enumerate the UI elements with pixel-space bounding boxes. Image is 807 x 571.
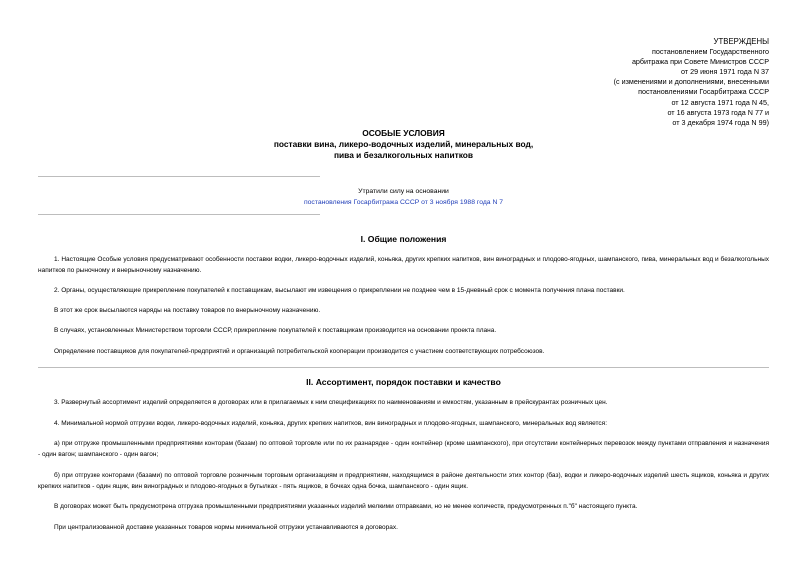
approval-line: (с изменениями и дополнениями, внесенными — [613, 77, 769, 87]
approval-line: арбитража при Совете Министров СССР — [631, 57, 769, 67]
section-title-assortment: II. Ассортимент, порядок поставки и качество — [306, 377, 501, 387]
approval-line: постановлениями Госарбитража СССР — [638, 87, 769, 97]
paragraph: б) при отгрузке конторами (базами) по оптовой торговле розничным торговым организациям и предприятиям, находящимся в районе деятельности этих контор (баз), водки и ликеро-водочных изделий шесть ящиков, коньяка и других крепких напитков - один ящик, вин виноградных и плодово-ягодных в бутылках - пять ящиков, в бочках одна бочка, шампанского - один ящик. — [38, 472, 769, 490]
paragraph: 4. Минимальной нормой отгрузки водки, ликеро-водочных изделий, коньяка, других крепких напитков, вин виноградных и плодово-ягодных, шампанского, минеральных вод является: — [54, 420, 608, 427]
section-divider — [38, 367, 769, 368]
approval-line: от 3 декабря 1974 года N 99) — [672, 117, 769, 127]
paragraph: При централизованной доставке указанных товаров нормы минимальной отгрузки устанавливаются в договорах. — [54, 524, 398, 531]
divider-bottom — [38, 214, 320, 215]
paragraph: В договорах может быть предусмотрена отгрузка промышленными предприятиями указанных изделий мелкими отправками, но не менее количеств, предусмотренных п."б" настоящего пункта. — [54, 503, 638, 510]
approval-line: от 12 августа 1971 года N 45, — [671, 97, 769, 107]
title-line-2: поставки вина, ликеро-водочных изделий, минеральных вод, — [273, 139, 534, 149]
paragraph: Определение поставщиков для покупателей-предприятий и организаций потребительской кооперации производится с участием соответствующих потребсоюзов. — [54, 348, 545, 355]
paragraph: 2. Органы, осуществляющие прикрепление покупателей к поставщикам, высылают им извещения о прикреплении не позднее чем в 15-дневный срок с момента получения плана поставки. — [54, 287, 625, 294]
document-title — [0, 128, 807, 161]
paragraph: 3. Развернутый ассортимент изделий определяется в договорах или в прилагаемых к ним спецификациях по наименованиям и емкостям, указанным в прейскурантах розничных цен. — [54, 399, 608, 406]
lost-force-link[interactable]: постановления Госарбитража СССР от 3 ноября 1988 года N 7 — [303, 198, 504, 206]
approval-heading: УТВЕРЖДЕНЫ — [713, 37, 769, 46]
title-line-3: пива и безалкогольных напитков — [333, 150, 474, 160]
paragraph: 1. Настоящие Особые условия предусматривают особенности поставки водки, ликеро-водочных изделий, коньяка, других крепких напитков, вин виноградных и плодово-ягодных, шампанского, пива, минеральных вод и безалкогольных напитков по рыночному и внерыночному назначению. — [38, 256, 769, 274]
paragraph: В этот же срок высылаются наряды на поставку товаров по внерыночному назначению. — [54, 307, 321, 314]
title-line-1: ОСОБЫЕ УСЛОВИЯ — [362, 128, 445, 138]
approval-line: от 29 июня 1971 года N 37 — [680, 67, 769, 77]
paragraph: а) при отгрузке промышленными предприятиями конторам (базам) по оптовой торговле или по их разнарядке - один контейнер (кроме шампанского), при отсутствии контейнерных перевозок между пунктами отправления и назначения - один вагон; шампанского - один вагон; — [38, 440, 769, 458]
divider-top — [38, 176, 320, 177]
approval-block — [489, 37, 769, 128]
approval-line: от 16 августа 1973 года N 77 и — [667, 107, 769, 117]
lost-force-text: Утратили силу на основании — [358, 188, 449, 195]
paragraph: В случаях, установленных Министерством торговли СССР, прикрепление покупателей к поставщикам производится на основании проекта плана. — [54, 327, 497, 334]
approval-line: постановлением Государственного — [652, 47, 769, 57]
lost-force-notice — [0, 187, 807, 208]
section-title-general: I. Общие положения — [360, 234, 447, 244]
